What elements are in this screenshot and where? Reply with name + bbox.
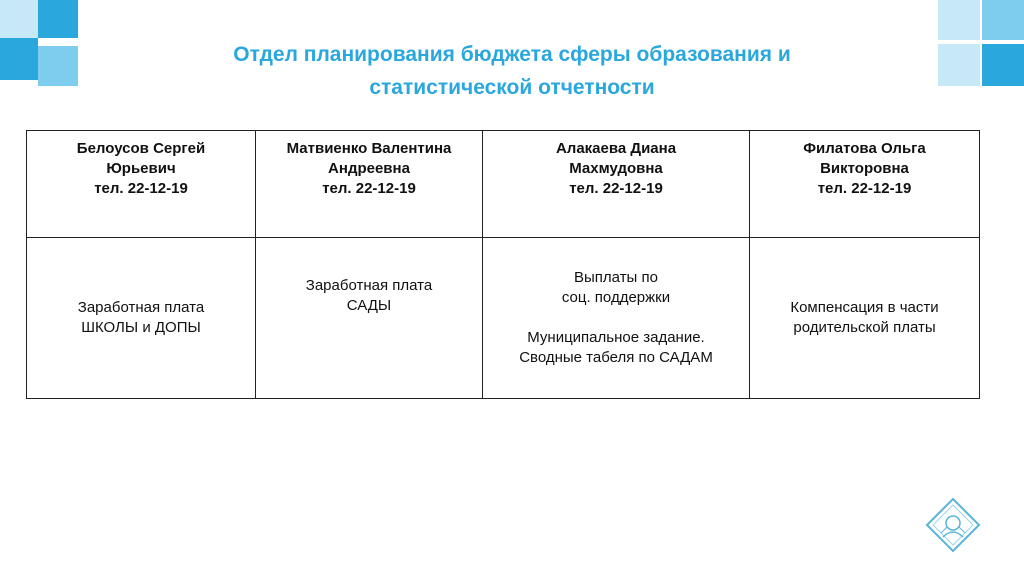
staff-patronymic: Юрьевич xyxy=(106,160,176,177)
page-title-line: Отдел планирования бюджета сферы образования и xyxy=(233,43,791,66)
staff-table xyxy=(26,130,980,399)
spacer xyxy=(485,308,747,328)
duty-line: Сводные табеля по САДАМ xyxy=(519,349,713,366)
staff-cell xyxy=(27,131,256,238)
institution-emblem-icon xyxy=(925,497,981,553)
duties-cell xyxy=(483,238,750,399)
duty-line: соц. поддержки xyxy=(561,289,671,306)
staff-phone: тел. 22-12-19 xyxy=(94,180,188,197)
duty-line: Компенсация в части xyxy=(790,299,939,316)
duty-line: родительской платы xyxy=(793,319,936,336)
decor-square xyxy=(938,0,980,40)
duty-line: Выплаты по xyxy=(574,269,658,286)
decor-square xyxy=(0,0,38,38)
staff-cell xyxy=(483,131,750,238)
staff-patronymic: Викторовна xyxy=(820,160,909,177)
staff-phone: тел. 22-12-19 xyxy=(322,180,416,197)
duty-line: САДЫ xyxy=(346,297,392,314)
staff-patronymic: Махмудовна xyxy=(569,160,663,177)
staff-cell xyxy=(750,131,980,238)
duties-cell xyxy=(750,238,980,399)
decor-square xyxy=(38,0,78,38)
staff-names-row xyxy=(27,131,980,238)
duty-line: ШКОЛЫ и ДОПЫ xyxy=(81,319,201,336)
staff-phone: тел. 22-12-19 xyxy=(817,180,912,197)
duties-cell xyxy=(27,238,256,399)
staff-duties-row xyxy=(27,238,980,399)
duty-line: Заработная плата xyxy=(77,299,205,316)
staff-name: Матвиенко Валентина xyxy=(286,140,452,157)
page-title xyxy=(0,38,1024,104)
staff-name: Белоусов Сергей xyxy=(76,140,206,157)
duty-line: Заработная плата xyxy=(305,277,433,294)
staff-cell xyxy=(256,131,483,238)
decor-square xyxy=(982,0,1024,40)
staff-name: Филатова Ольга xyxy=(803,140,926,157)
staff-phone: тел. 22-12-19 xyxy=(569,180,663,197)
staff-patronymic: Андреевна xyxy=(328,160,410,177)
duties-cell xyxy=(256,238,483,399)
staff-name: Алакаева Диана xyxy=(555,140,677,157)
duty-line: Муниципальное задание. xyxy=(527,329,705,346)
page-title-line: статистической отчетности xyxy=(369,76,655,99)
